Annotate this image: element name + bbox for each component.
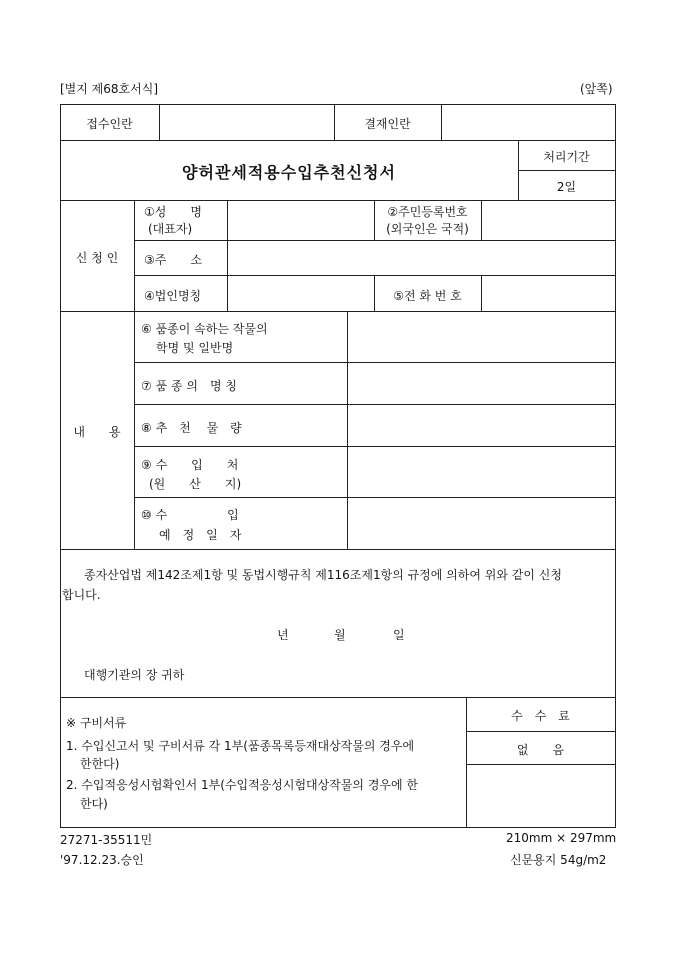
import-date-label: ⑩ 수 입	[141, 508, 239, 522]
variety-name-field[interactable]	[348, 363, 615, 404]
scheduled-date-label: 예 정 일 자	[159, 528, 242, 542]
processing-period-label: 처리기간	[543, 150, 590, 164]
rule	[60, 827, 616, 828]
approval-date: '97.12.23.승인	[60, 853, 144, 867]
import-date-field[interactable]	[348, 498, 615, 549]
scientific-name-label: 학명 및 일반명	[156, 341, 234, 355]
declaration-text-end: 합니다.	[62, 588, 101, 602]
applicant-section-label: 신 청 인	[75, 251, 119, 265]
rule	[466, 764, 616, 765]
import-source-label: ⑨ 수 입 처	[141, 458, 239, 472]
address-label: ③주 소	[144, 253, 202, 267]
rule	[60, 549, 616, 550]
receipt-stamp-label: 접수인란	[86, 117, 133, 131]
rule	[60, 140, 616, 141]
processing-period-value: 2일	[556, 180, 577, 194]
crop-name-label: ⑥ 품종이 속하는 작물의	[141, 322, 268, 336]
required-document-1: 1. 수입신고서 및 구비서류 각 1부(품종목록등재대상작물의 경우에	[66, 739, 415, 753]
form-title: 양허관세적용수입추천신청서	[182, 163, 396, 182]
form-number: [별지 제68호서식]	[60, 82, 158, 96]
rule	[134, 200, 135, 549]
paper-type: 신문용지 54g/m2	[510, 853, 607, 867]
resident-number-label: ②주민등록번호	[387, 205, 468, 219]
name-field[interactable]	[228, 201, 374, 240]
fee-value: 없 음	[516, 743, 565, 757]
required-documents-heading: ※ 구비서류	[66, 716, 127, 730]
rule	[60, 697, 616, 698]
declaration-text: 종자산업법 제142조제1항 및 동법시행규칙 제116조제1항의 규정에 의하여 위와 같이 신청	[84, 568, 562, 582]
required-document-2: 2. 수입적응성시험확인서 1부(수입적응성시험대상작물의 경우에 한	[66, 778, 419, 792]
crop-name-field[interactable]	[348, 312, 615, 362]
rule	[615, 104, 616, 828]
content-section-label: 내 용	[73, 425, 121, 439]
fee-label: 수 수 료	[511, 709, 570, 723]
approval-stamp-label: 결재인란	[364, 117, 411, 131]
approval-stamp-field[interactable]	[442, 104, 615, 140]
corporation-name-label: ④법인명칭	[144, 289, 202, 303]
variety-name-label: ⑦ 품 종 의 명 칭	[141, 379, 237, 393]
nationality-label: (외국인은 국적)	[386, 222, 469, 236]
address-field[interactable]	[228, 241, 615, 275]
name-label: ①성 명	[144, 205, 202, 219]
origin-label: (원 산 지)	[149, 477, 242, 491]
required-document-1-cont: 한한다)	[80, 757, 120, 771]
date-month-label: 월	[334, 628, 346, 642]
page-side-label: (앞쪽)	[580, 82, 613, 96]
date-day-label: 일	[393, 628, 405, 642]
representative-label: (대표자)	[148, 222, 193, 236]
rule	[466, 731, 616, 732]
receipt-stamp-field[interactable]	[160, 104, 334, 140]
rule	[60, 104, 61, 828]
recommended-quantity-label: ⑧ 추 천 물 량	[141, 421, 242, 435]
phone-label: ⑤전 화 번 호	[393, 289, 462, 303]
import-source-field[interactable]	[348, 447, 615, 497]
form-code: 27271-35511민	[60, 833, 153, 847]
date-year-label: 년	[277, 628, 289, 642]
rule	[518, 170, 616, 171]
required-document-2-cont: 한다)	[80, 797, 108, 811]
addressee: 대행기관의 장 귀하	[84, 668, 185, 682]
phone-field[interactable]	[482, 276, 615, 311]
resident-number-field[interactable]	[482, 201, 615, 240]
corporation-name-field[interactable]	[228, 276, 374, 311]
paper-size: 210mm × 297mm	[506, 831, 617, 845]
recommended-quantity-field[interactable]	[348, 405, 615, 446]
